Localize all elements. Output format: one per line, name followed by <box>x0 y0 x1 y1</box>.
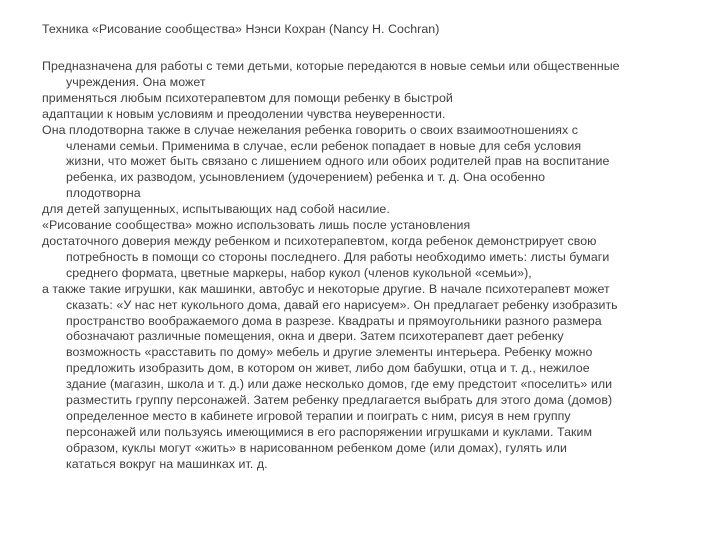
paragraph: а также такие игрушки, как машинки, автобус и некоторые другие. В начале психотерапевт может сказать: «У нас нет кукольного дома, давай его нарисуем». Он предлагает ребенку изобразить пространство воображаемого дома в разрезе. Квадраты и прямоугольники разного размера обозначают различные помещения, окна и двери. Затем психотерапевт дает ребенку возможность «расставить по дому» мебель и другие элементы интерьера. Ребенку можно предложить изобразить дом, в котором он живет, либо дом бабушки, отца и т. д., нежилое здание (магазин, школа и т. д.) или даже несколько домов, где ему предстоит «поселить» или разместить группу персонажей. Затем ребенку предлагается выбрать для этого дома (домов) определенное место в кабинете игровой терапии и поиграть с ним, рисуя в нем группу персонажей или пользуясь имеющимися в его распоряжении игрушками и куклами. Таким образом, куклы могут «жить» в нарисованном ребенком доме (или домах), гулять или кататься вокруг на машинках ит. д. <box>42 281 618 471</box>
paragraph: достаточного доверия между ребенком и психотерапевтом, когда ребенок демонстрирует свою потребность в помощи со стороны последнего. Для работы необходимо иметь: листы бумаги среднего формата, цветные маркеры, набор кукол (членов кукольной «семьи»), <box>42 233 610 280</box>
document-page <box>42 21 692 473</box>
paragraph: Предназначена для работы с теми детьми, которые передаются в новые семьи или общественные учреждения. Она может <box>42 59 620 89</box>
paragraph: Она плодотворна также в случае нежелания ребенка говорить о своих взаимоотношениях с членами семьи. Применима в случае, если ребенок попадает в новые для себя условия жизни, что может быть связано с лишением одного или обоих родителей прав на воспитание ребенка, их разводом, усыновлением (удочерением) ребенка и т. д. Она особенно плодотворна <box>42 122 610 201</box>
document-title: Техника «Рисование сообщества» Нэнси Кохран (Nancy H. Cochran) <box>42 22 440 36</box>
paragraph: адаптации к новым условиям и преодолении чувства неуверенности. <box>42 106 446 121</box>
paragraph: для детей запущенных, испытывающих над собой насилие. <box>42 202 390 217</box>
paragraph: применяться любым психотерапевтом для помощи ребенку в быстрой <box>42 90 453 105</box>
paragraph: «Рисование сообщества» можно использовать лишь после установления <box>42 218 471 233</box>
paragraph-list <box>42 59 692 473</box>
